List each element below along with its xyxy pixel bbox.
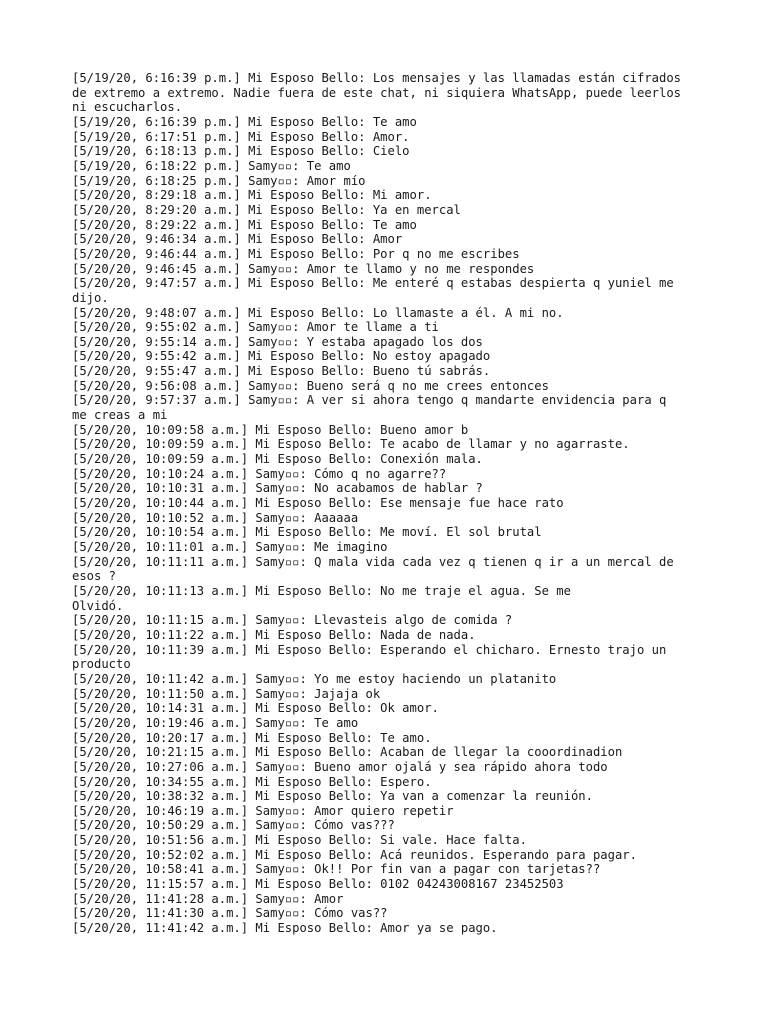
chat-message-line: [5/20/20, 11:41:30 a.m.] Samy▫▫: Cómo vas?? [72,906,388,921]
chat-message-line: [5/20/20, 10:11:50 a.m.] Samy▫▫: Jajaja ok [72,686,381,701]
chat-message-line: [5/20/20, 10:10:31 a.m.] Samy▫▫: No acabamos de hablar ? [72,481,483,496]
chat-message-line: [5/20/20, 10:50:29 a.m.] Samy▫▫: Cómo vas??? [72,818,395,833]
chat-message-line: [5/20/20, 11:41:28 a.m.] Samy▫▫: Amor [72,891,344,906]
chat-message-line: [5/19/20, 6:18:22 p.m.] Samy▫▫: Te amo [72,158,351,173]
chat-message-line: [5/20/20, 10:20:17 a.m.] Mi Esposo Bello: Te amo. [72,730,432,745]
chat-message-line: [5/20/20, 9:47:57 a.m.] Mi Esposo Bello: Me enteré q estabas despierta q yuniel me dijo. [72,276,674,305]
chat-message-line: [5/20/20, 10:51:56 a.m.] Mi Esposo Bello: Si vale. Hace falta. [72,833,527,848]
chat-transcript [72,71,700,936]
chat-message-line: [5/20/20, 9:55:14 a.m.] Samy▫▫: Y estaba apagado los dos [72,334,483,349]
chat-message-line: [5/20/20, 10:11:39 a.m.] Mi Esposo Bello: Esperando el chicharo. Ernesto trajo un producto [72,642,667,672]
chat-message-line: [5/19/20, 6:18:25 p.m.] Samy▫▫: Amor mío [72,173,366,188]
chat-message-line: [5/20/20, 10:09:58 a.m.] Mi Esposo Bello: Bueno amor b [72,422,469,437]
chat-message-line: [5/20/20, 10:14:31 a.m.] Mi Esposo Bello: Ok amor. [72,701,439,716]
chat-message-line: [5/20/20, 9:46:45 a.m.] Samy▫▫: Amor te llamo y no me respondes [72,261,535,276]
chat-message-line: [5/19/20, 6:17:51 p.m.] Mi Esposo Bello: Amor. [72,129,410,144]
chat-message-line: [5/20/20, 10:09:59 a.m.] Mi Esposo Bello: Conexión mala. [72,452,483,467]
chat-message-line: [5/20/20, 10:10:24 a.m.] Samy▫▫: Cómo q no agarre?? [72,466,447,481]
chat-message-line: [5/20/20, 10:10:54 a.m.] Mi Esposo Bello: Me moví. El sol brutal [72,525,542,540]
chat-message-line: [5/20/20, 10:46:19 a.m.] Samy▫▫: Amor quiero repetir [72,803,454,818]
chat-message-line: [5/20/20, 10:58:41 a.m.] Samy▫▫: Ok!! Por fin van a pagar con tarjetas?? [72,862,601,877]
chat-message-line: [5/20/20, 10:11:11 a.m.] Samy▫▫: Q mala vida cada vez q tienen q ir a un mercal de esos ? [72,554,674,584]
chat-message-line: [5/20/20, 9:56:08 a.m.] Samy▫▫: Bueno será q no me crees entonces [72,378,549,393]
chat-message-line: [5/20/20, 10:38:32 a.m.] Mi Esposo Bello: Ya van a comenzar la reunión. [72,789,593,804]
chat-message-line: [5/19/20, 6:16:39 p.m.] Mi Esposo Bello: Te amo [72,114,417,129]
chat-message-line: [5/19/20, 6:18:13 p.m.] Mi Esposo Bello: Cielo [72,144,410,159]
chat-message-line: [5/20/20, 9:55:02 a.m.] Samy▫▫: Amor te llame a ti [72,320,439,335]
chat-message-line: [5/20/20, 10:27:06 a.m.] Samy▫▫: Bueno amor ojalá y sea rápido ahora todo [72,759,608,774]
chat-message-line: [5/20/20, 9:46:34 a.m.] Mi Esposo Bello: Amor [72,232,403,247]
chat-message-line: [5/20/20, 9:48:07 a.m.] Mi Esposo Bello: Lo llamaste a él. A mi no. [72,305,564,320]
chat-message-line: [5/20/20, 8:29:20 a.m.] Mi Esposo Bello: Ya en mercal [72,202,461,217]
chat-message-line: [5/20/20, 9:46:44 a.m.] Mi Esposo Bello: Por q no me escribes [72,246,520,261]
chat-message-line: [5/20/20, 9:57:37 a.m.] Samy▫▫: A ver si ahora tengo q mandarte envidencia para q me creas a mi [72,393,667,423]
chat-message-line: [5/20/20, 10:09:59 a.m.] Mi Esposo Bello: Te acabo de llamar y no agarraste. [72,437,630,452]
chat-message-line: [5/20/20, 10:11:42 a.m.] Samy▫▫: Yo me estoy haciendo un platanito [72,671,557,686]
chat-message-line: [5/20/20, 9:55:47 a.m.] Mi Esposo Bello: Bueno tú sabrás. [72,364,491,379]
chat-message-line: [5/20/20, 11:15:57 a.m.] Mi Esposo Bello: 0102 04243008167 23452503 [72,877,564,892]
chat-message-line: [5/20/20, 10:52:02 a.m.] Mi Esposo Bello: Acá reunidos. Esperando para pagar. [72,847,637,862]
chat-message-line: [5/19/20, 6:16:39 p.m.] Mi Esposo Bello: Los mensajes y las llamadas están cifrados de extremo a extremo. Nadie fuera de este chat, ni siquiera WhatsApp, puede leerlos ni escucharlos. [72,71,682,115]
chat-message-line: [5/20/20, 10:19:46 a.m.] Samy▫▫: Te amo [72,715,359,730]
chat-message-line: [5/20/20, 8:29:22 a.m.] Mi Esposo Bello: Te amo [72,217,417,232]
chat-message-line: [5/20/20, 10:10:52 a.m.] Samy▫▫: Aaaaaa [72,510,359,525]
chat-message-line: [5/20/20, 11:41:42 a.m.] Mi Esposo Bello: Amor ya se pago. [72,921,498,936]
chat-message-line: [5/20/20, 10:10:44 a.m.] Mi Esposo Bello: Ese mensaje fue hace rato [72,496,564,511]
chat-message-line: [5/20/20, 10:11:13 a.m.] Mi Esposo Bello: No me traje el agua. Se me Olvidó. [72,583,571,613]
chat-message-line: [5/20/20, 10:21:15 a.m.] Mi Esposo Bello: Acaban de llegar la cooordinadion [72,745,623,760]
chat-message-line: [5/20/20, 10:11:15 a.m.] Samy▫▫: Llevasteis algo de comida ? [72,613,513,628]
chat-message-line: [5/20/20, 10:11:22 a.m.] Mi Esposo Bello: Nada de nada. [72,627,476,642]
chat-message-line: [5/20/20, 8:29:18 a.m.] Mi Esposo Bello: Mi amor. [72,188,432,203]
chat-message-line: [5/20/20, 10:11:01 a.m.] Samy▫▫: Me imagino [72,540,388,554]
chat-message-line: [5/20/20, 9:55:42 a.m.] Mi Esposo Bello: No estoy apagado [72,349,491,364]
chat-message-line: [5/20/20, 10:34:55 a.m.] Mi Esposo Bello: Espero. [72,774,432,789]
